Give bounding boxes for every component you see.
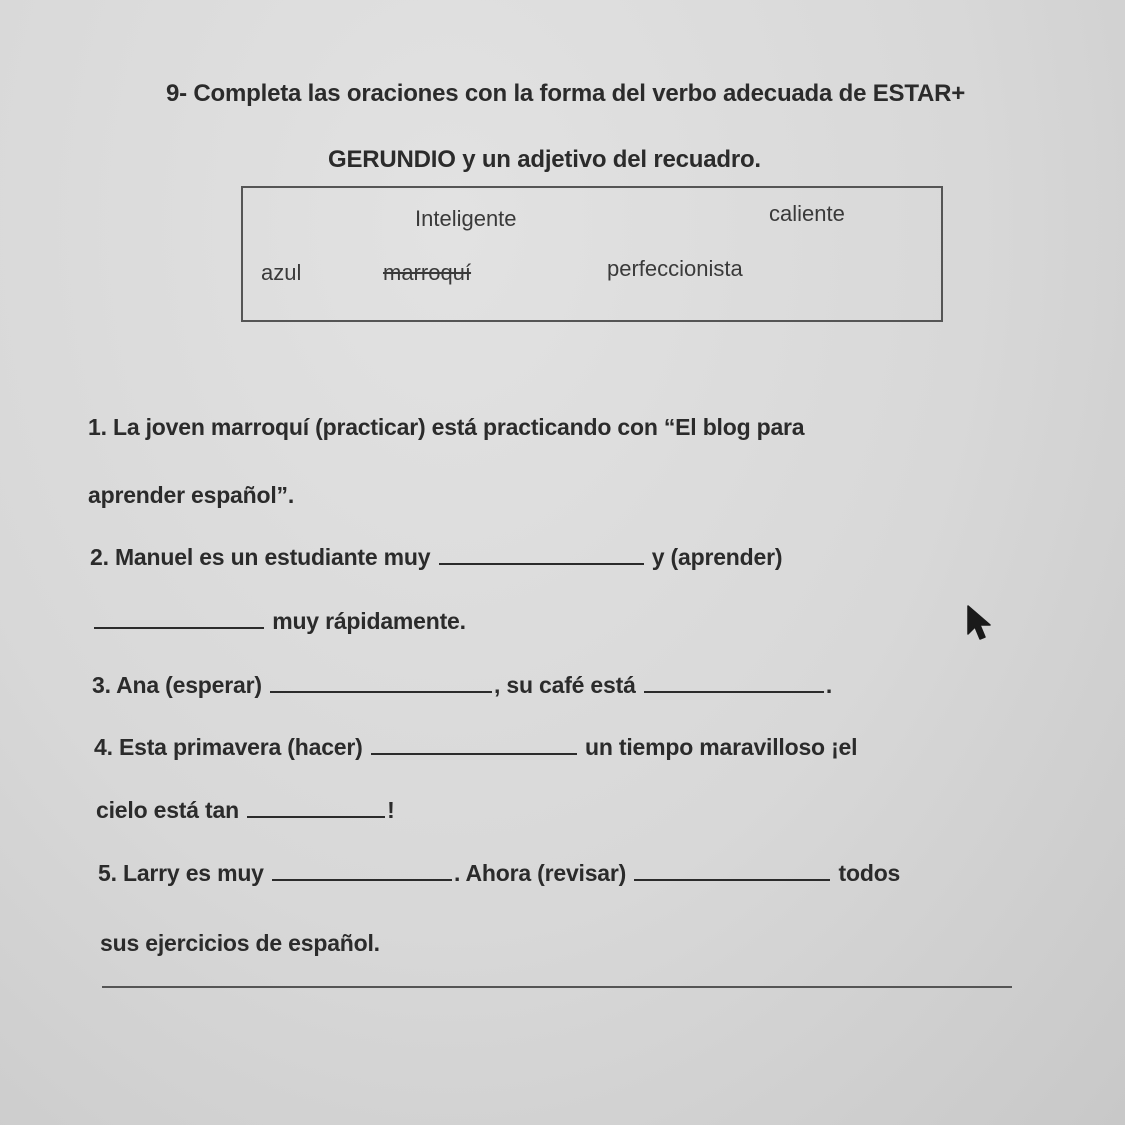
exercise-heading-line2: GERUNDIO y un adjetivo del recuadro. xyxy=(328,146,761,173)
sentence-1-line2: aprender español”. xyxy=(88,482,295,508)
sentence-5-text-c: todos xyxy=(838,860,901,886)
sentence-5-line1 xyxy=(98,860,900,887)
sentence-3 xyxy=(92,672,832,699)
answer-blank[interactable] xyxy=(247,798,385,818)
sentence-4-text-c: cielo está tan xyxy=(96,797,239,823)
answer-blank[interactable] xyxy=(94,609,264,629)
answer-blank[interactable] xyxy=(634,861,830,881)
sentence-4-text-b: un tiempo maravilloso ¡el xyxy=(585,734,858,760)
word-inteligente: Inteligente xyxy=(415,206,517,231)
word-marroqui-crossed: marroquí xyxy=(383,260,472,285)
sentence-4-text-a: 4. Esta primavera (hacer) xyxy=(94,734,363,760)
sentence-5-line2: sus ejercicios de español. xyxy=(100,930,380,956)
sentence-2-line1 xyxy=(90,544,782,571)
sentence-3-text-b: , su café está xyxy=(494,672,636,698)
bottom-rule xyxy=(102,986,1012,988)
sentence-3-text-c: . xyxy=(825,672,833,698)
sentence-4-line1 xyxy=(94,734,857,761)
answer-blank[interactable] xyxy=(439,545,644,565)
sentence-1-line1: 1. La joven marroquí (practicar) está practicando con “El blog para xyxy=(88,414,805,440)
exercise-heading-line1: 9- Completa las oraciones con la forma del verbo adecuada de ESTAR+ xyxy=(166,80,966,107)
answer-blank[interactable] xyxy=(272,861,452,881)
sentence-2-line2 xyxy=(92,608,466,635)
sentence-2-text-b: y (aprender) xyxy=(651,544,783,570)
word-box xyxy=(241,186,943,322)
sentence-2-text-c: muy rápidamente. xyxy=(272,608,466,634)
sentence-3-text-a: 3. Ana (esperar) xyxy=(92,672,262,698)
word-perfeccionista: perfeccionista xyxy=(607,256,743,281)
mouse-pointer-icon xyxy=(966,604,994,642)
answer-blank[interactable] xyxy=(371,735,577,755)
sentence-5-text-b: . Ahora (revisar) xyxy=(453,860,627,886)
sentence-5-text-a: 5. Larry es muy xyxy=(98,860,264,886)
sentence-2-text-a: 2. Manuel es un estudiante muy xyxy=(90,544,431,570)
answer-blank[interactable] xyxy=(644,673,824,693)
word-caliente: caliente xyxy=(769,201,845,226)
word-azul: azul xyxy=(261,260,302,285)
sentence-4-text-d: ! xyxy=(387,797,395,823)
answer-blank[interactable] xyxy=(270,673,492,693)
sentence-4-line2 xyxy=(96,797,395,824)
